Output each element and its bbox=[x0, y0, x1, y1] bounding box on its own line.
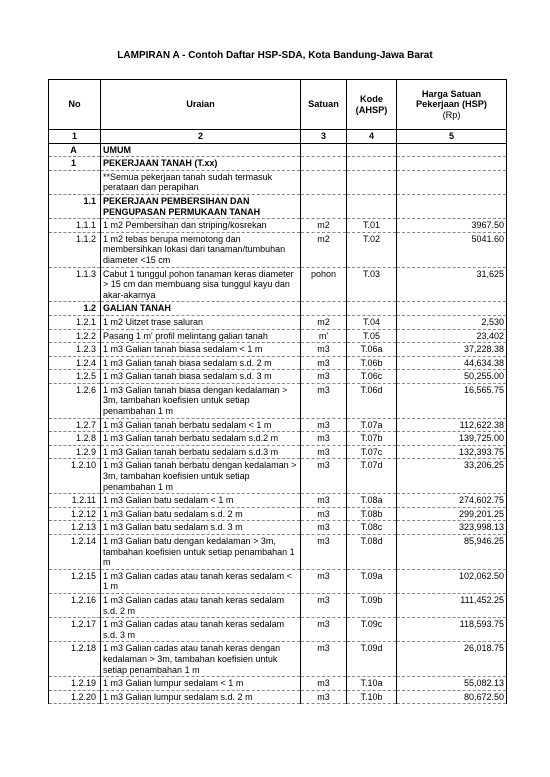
row-description: 1 m3 Galian tanah berbatu sedalam < 1 m bbox=[101, 418, 301, 432]
row-description: PEKERJAAN TANAH (T.xx) bbox=[101, 157, 301, 171]
row-price: 50,255.00 bbox=[397, 370, 507, 384]
row-price: 33,206.25 bbox=[397, 459, 507, 494]
row-price bbox=[397, 157, 507, 171]
row-number: 1.2.10 bbox=[49, 459, 101, 494]
row-price: 102,062.50 bbox=[397, 569, 507, 593]
row-code: T.07a bbox=[347, 418, 397, 432]
row-description: 1 m3 Galian tanah biasa sedalam < 1 m bbox=[101, 343, 301, 357]
row-description: 1 m3 Galian tanah berbatu sedalam s.d.3 m bbox=[101, 445, 301, 459]
row-price: 44,634.38 bbox=[397, 356, 507, 370]
table-row bbox=[49, 383, 507, 418]
table-row bbox=[49, 494, 507, 508]
row-number: 1.2.17 bbox=[49, 618, 101, 642]
header-satuan: Satuan bbox=[301, 80, 347, 130]
table-row bbox=[49, 432, 507, 446]
table-row bbox=[49, 593, 507, 617]
row-number: 1.2.5 bbox=[49, 370, 101, 384]
row-number: 1 bbox=[49, 157, 101, 171]
row-price: 323,998.13 bbox=[397, 521, 507, 535]
header-kode: Kode (AHSP) bbox=[347, 80, 397, 130]
row-unit: m3 bbox=[301, 445, 347, 459]
row-price: 85,946.25 bbox=[397, 535, 507, 570]
row-description: 1 m2 tebas berupa memotong dan membersihkan lokasi dari tanaman/tumbuhan diameter <15 cm bbox=[101, 232, 301, 267]
row-price: 16,565.75 bbox=[397, 383, 507, 418]
row-description: 1 m3 Galian batu dengan kedalaman > 3m, tambahan koefisien untuk setiap penambahan 1 m bbox=[101, 535, 301, 570]
row-price: 118,593.75 bbox=[397, 618, 507, 642]
row-code: T.08d bbox=[347, 535, 397, 570]
table-row bbox=[49, 507, 507, 521]
row-code: T.05 bbox=[347, 329, 397, 343]
row-price bbox=[397, 302, 507, 316]
row-number: 1.2 bbox=[49, 302, 101, 316]
row-description: Pasang 1 m' profil melintang galian tanah bbox=[101, 329, 301, 343]
row-code: T.01 bbox=[347, 219, 397, 233]
row-price: 55,082.13 bbox=[397, 677, 507, 691]
table-row bbox=[49, 157, 507, 171]
table-row bbox=[49, 232, 507, 267]
row-unit: m3 bbox=[301, 418, 347, 432]
table-row bbox=[49, 418, 507, 432]
row-description: 1 m3 Galian tanah biasa dengan kedalaman > 3m, tambahan koefisien untuk setiap penambahan 1 m bbox=[101, 383, 301, 418]
row-code: T.06a bbox=[347, 343, 397, 357]
table-row bbox=[49, 329, 507, 343]
row-price: 31,625 bbox=[397, 267, 507, 302]
table-row bbox=[49, 618, 507, 642]
row-unit: m3 bbox=[301, 370, 347, 384]
table-row bbox=[49, 170, 507, 194]
row-unit: m3 bbox=[301, 535, 347, 570]
row-unit: m3 bbox=[301, 618, 347, 642]
row-number: 1.2.19 bbox=[49, 677, 101, 691]
column-number: 4 bbox=[347, 130, 397, 144]
row-description: PEKERJAAN PEMBERSIHAN DAN PENGUPASAN PERMUKAAN TANAH bbox=[101, 194, 301, 218]
row-unit: m' bbox=[301, 329, 347, 343]
table-row bbox=[49, 302, 507, 316]
row-description: 1 m3 Galian lumpur sedalam < 1 m bbox=[101, 677, 301, 691]
row-number: 1.2.18 bbox=[49, 642, 101, 677]
row-number: A bbox=[49, 143, 101, 157]
row-code bbox=[347, 194, 397, 218]
header-harga bbox=[397, 80, 507, 130]
row-unit: m3 bbox=[301, 507, 347, 521]
table-header-row bbox=[49, 80, 507, 130]
row-description: Cabut 1 tunggul pohon tanaman keras diameter > 15 cm dan membuang sisa tunggul kayu dan akar-akarnya bbox=[101, 267, 301, 302]
row-price: 299,201.25 bbox=[397, 507, 507, 521]
table-row bbox=[49, 343, 507, 357]
table-row bbox=[49, 219, 507, 233]
table-row bbox=[49, 677, 507, 691]
row-number: 1.2.20 bbox=[49, 690, 101, 704]
row-number: 1.2.1 bbox=[49, 315, 101, 329]
column-number: 3 bbox=[301, 130, 347, 144]
row-price: 139,725.00 bbox=[397, 432, 507, 446]
row-number: 1.2.15 bbox=[49, 569, 101, 593]
row-number: 1.2.12 bbox=[49, 507, 101, 521]
row-code: T.08c bbox=[347, 521, 397, 535]
row-unit bbox=[301, 170, 347, 194]
row-code: T.10a bbox=[347, 677, 397, 691]
row-price: 26,018.75 bbox=[397, 642, 507, 677]
row-price: 132,393.75 bbox=[397, 445, 507, 459]
row-description: 1 m3 Galian tanah berbatu dengan kedalaman > 3m, tambahan koefisien untuk setiap penambahan 1 m bbox=[101, 459, 301, 494]
row-unit: m3 bbox=[301, 432, 347, 446]
row-number: 1.2.6 bbox=[49, 383, 101, 418]
row-code: T.09b bbox=[347, 593, 397, 617]
row-code: T.03 bbox=[347, 267, 397, 302]
table-row bbox=[49, 267, 507, 302]
row-price: 5041.60 bbox=[397, 232, 507, 267]
row-price bbox=[397, 194, 507, 218]
row-code: T.06c bbox=[347, 370, 397, 384]
row-description: 1 m3 Galian cadas atau tanah keras sedalam < 1 m bbox=[101, 569, 301, 593]
table-row bbox=[49, 569, 507, 593]
row-unit: m3 bbox=[301, 494, 347, 508]
row-price: 3967.50 bbox=[397, 219, 507, 233]
row-code: T.07b bbox=[347, 432, 397, 446]
row-number bbox=[49, 170, 101, 194]
row-number: 1.2.11 bbox=[49, 494, 101, 508]
row-unit: m3 bbox=[301, 677, 347, 691]
row-number: 1.2.9 bbox=[49, 445, 101, 459]
row-number: 1.2.13 bbox=[49, 521, 101, 535]
row-description: 1 m3 Galian tanah berbatu sedalam s.d.2 m bbox=[101, 432, 301, 446]
row-unit: m3 bbox=[301, 569, 347, 593]
column-number: 5 bbox=[397, 130, 507, 144]
row-unit: pohon bbox=[301, 267, 347, 302]
row-unit: m3 bbox=[301, 521, 347, 535]
row-description: **Semua pekerjaan tanah sudah termasuk perataan dan perapihan bbox=[101, 170, 301, 194]
table-row bbox=[49, 642, 507, 677]
row-description: 1 m3 Galian lumpur sedalam s.d. 2 m bbox=[101, 690, 301, 704]
row-description: 1 m3 Galian cadas atau tanah keras dengan kedalaman > 3m, tambahan koefisien untuk setiap penambahan 1 m bbox=[101, 642, 301, 677]
row-unit bbox=[301, 302, 347, 316]
row-code: T.06d bbox=[347, 383, 397, 418]
row-unit: m3 bbox=[301, 383, 347, 418]
row-number: 1.2.3 bbox=[49, 343, 101, 357]
row-number: 1.2.16 bbox=[49, 593, 101, 617]
row-code: T.09d bbox=[347, 642, 397, 677]
row-unit: m2 bbox=[301, 219, 347, 233]
row-unit bbox=[301, 143, 347, 157]
row-price: 111,452.25 bbox=[397, 593, 507, 617]
row-code: T.09a bbox=[347, 569, 397, 593]
table-row bbox=[49, 143, 507, 157]
row-number: 1.1 bbox=[49, 194, 101, 218]
row-unit bbox=[301, 157, 347, 171]
row-code: T.02 bbox=[347, 232, 397, 267]
header-no: No bbox=[49, 80, 101, 130]
row-description: 1 m3 Galian batu sedalam s.d. 3 m bbox=[101, 521, 301, 535]
row-code: T.07c bbox=[347, 445, 397, 459]
header-harga-label: Harga Satuan Pekerjaan (HSP) bbox=[416, 88, 487, 110]
row-description: 1 m3 Galian cadas atau tanah keras sedalam s.d. 2 m bbox=[101, 593, 301, 617]
row-description: 1 m3 Galian batu sedalam < 1 m bbox=[101, 494, 301, 508]
row-code: T.08a bbox=[347, 494, 397, 508]
row-price bbox=[397, 170, 507, 194]
row-number: 1.2.4 bbox=[49, 356, 101, 370]
row-unit: m3 bbox=[301, 642, 347, 677]
row-code: T.10b bbox=[347, 690, 397, 704]
row-price bbox=[397, 143, 507, 157]
table-row bbox=[49, 315, 507, 329]
page-title: LAMPIRAN A - Contoh Daftar HSP-SDA, Kota Bandung-Jawa Barat bbox=[117, 50, 433, 61]
header-uraian: Uraian bbox=[101, 80, 301, 130]
row-code: T.06b bbox=[347, 356, 397, 370]
row-unit bbox=[301, 194, 347, 218]
row-price: 274,602.75 bbox=[397, 494, 507, 508]
row-description: 1 m3 Galian tanah biasa sedalam s.d. 3 m bbox=[101, 370, 301, 384]
row-code: T.04 bbox=[347, 315, 397, 329]
row-unit: m2 bbox=[301, 315, 347, 329]
row-code bbox=[347, 302, 397, 316]
row-unit: m3 bbox=[301, 343, 347, 357]
row-code bbox=[347, 157, 397, 171]
row-code bbox=[347, 170, 397, 194]
table-row bbox=[49, 690, 507, 704]
row-price: 80,672.50 bbox=[397, 690, 507, 704]
row-unit: m2 bbox=[301, 232, 347, 267]
column-number: 2 bbox=[101, 130, 301, 144]
row-number: 1.1.3 bbox=[49, 267, 101, 302]
row-number: 1.2.2 bbox=[49, 329, 101, 343]
row-price: 23,402 bbox=[397, 329, 507, 343]
table-row bbox=[49, 521, 507, 535]
row-price: 2,530 bbox=[397, 315, 507, 329]
table-row bbox=[49, 194, 507, 218]
row-number: 1.2.14 bbox=[49, 535, 101, 570]
table-row bbox=[49, 459, 507, 494]
hsp-table bbox=[48, 79, 507, 704]
row-code: T.07d bbox=[347, 459, 397, 494]
table-row bbox=[49, 535, 507, 570]
row-price: 112,622.38 bbox=[397, 418, 507, 432]
row-code: T.08b bbox=[347, 507, 397, 521]
row-unit: m3 bbox=[301, 356, 347, 370]
row-description: 1 m3 Galian tanah biasa sedalam s.d. 2 m bbox=[101, 356, 301, 370]
header-harga-unit: (Rp) bbox=[442, 109, 461, 120]
table-row bbox=[49, 445, 507, 459]
row-number: 1.2.8 bbox=[49, 432, 101, 446]
row-description: 1 m2 Pembersihan dan striping/kosrekan bbox=[101, 219, 301, 233]
row-price: 37,228.38 bbox=[397, 343, 507, 357]
row-unit: m3 bbox=[301, 459, 347, 494]
row-code bbox=[347, 143, 397, 157]
row-code: T.09c bbox=[347, 618, 397, 642]
column-number: 1 bbox=[49, 130, 101, 144]
row-description: 1 m3 Galian batu sedalam s.d. 2 m bbox=[101, 507, 301, 521]
row-description: 1 m3 Galian cadas atau tanah keras sedalam s.d. 3 m bbox=[101, 618, 301, 642]
table-row bbox=[49, 356, 507, 370]
row-number: 1.1.1 bbox=[49, 219, 101, 233]
row-description: UMUM bbox=[101, 143, 301, 157]
row-number: 1.2.7 bbox=[49, 418, 101, 432]
row-description: 1 m2 Uitzet trase saluran bbox=[101, 315, 301, 329]
column-number-row bbox=[49, 130, 507, 144]
table-row bbox=[49, 370, 507, 384]
row-number: 1.1.2 bbox=[49, 232, 101, 267]
row-unit: m3 bbox=[301, 593, 347, 617]
row-unit: m3 bbox=[301, 690, 347, 704]
row-description: GALIAN TANAH bbox=[101, 302, 301, 316]
